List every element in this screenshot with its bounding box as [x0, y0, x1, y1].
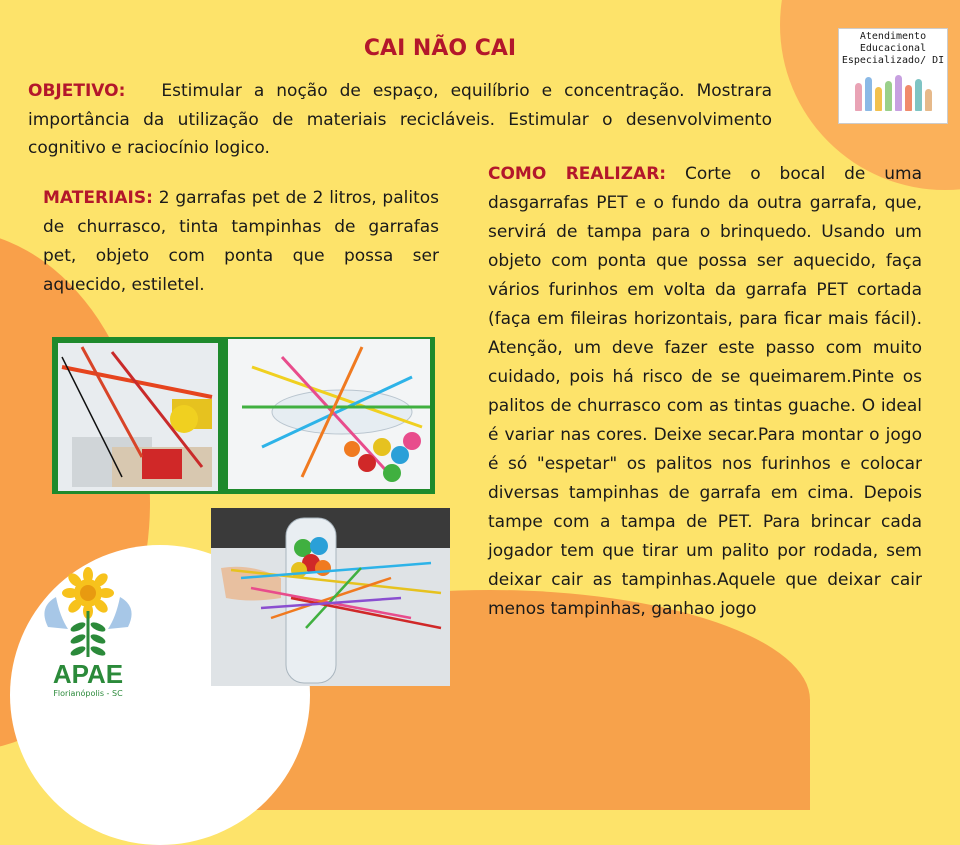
aee-badge — [838, 28, 948, 124]
photo-game-bottle-image — [211, 508, 450, 686]
page-title: CAI NÃO CAI — [363, 36, 517, 61]
photo-materials-image — [52, 337, 435, 494]
badge-line-3: Especializado/ DI — [841, 55, 945, 66]
photo-game-bottle — [211, 508, 450, 686]
apae-logo-city: Florianópolis - SC — [53, 689, 123, 698]
materiais-text: 2 garrafas pet de 2 litros, palitos de churrasco, tinta tampinhas de garrafas pet, objeto com ponta que possa ser aquecido, estiletel. — [43, 188, 439, 295]
materiais-paragraph — [43, 184, 439, 300]
como-realizar-label: COMO REALIZAR: — [488, 164, 667, 184]
objetivo-paragraph — [28, 77, 772, 163]
como-realizar-text: Corte o bocal de uma dasgarrafas PET e o fundo da outra garrafa, que, servirá de tampa para o brinquedo. Usando um objeto com ponta que possa ser aquecido, faça vários furinhos em volta da garrafa PET cortada (faça em fileiras horizontais, para ficar mais fácil). Atenção, um deve fazer este passo com muito cuidado, pois há risco de se queimarem.Pinte os palitos de churrasco com as tintas guache. O ideal é variar nas cores. Deixe secar.Para montar o jogo é só "espetar" os palitos nos furinhos e colocar diversas tampinhas de garrafa em cima. Depois tampe com a tampa de PET. Para brincar cada jogador tem que tirar um palito por rodada, sem deixar cair as tampinhas.Aquele que deixar cair menos tampinhas, ganhao jogo — [488, 164, 922, 619]
badge-line-1: Atendimento — [859, 31, 927, 42]
objetivo-text: Estimular a noção de espaço, equilíbrio e concentração. Mostrara importância da utilização de materiais recicláveis. Estimular o desenvolvimento cognitivo e raciocínio logico. — [28, 81, 772, 158]
objetivo-label: OBJETIVO: — [28, 81, 126, 101]
apae-logo-name: APAE — [52, 659, 124, 689]
apae-logo — [28, 567, 148, 707]
photo-materials — [52, 337, 435, 494]
badge-line-2: Educacional — [859, 43, 927, 54]
materiais-label: MATERIAIS: — [43, 188, 153, 208]
apae-flower-icon — [28, 567, 148, 659]
badge-people-illustration — [839, 71, 947, 111]
como-realizar-paragraph — [488, 160, 922, 624]
